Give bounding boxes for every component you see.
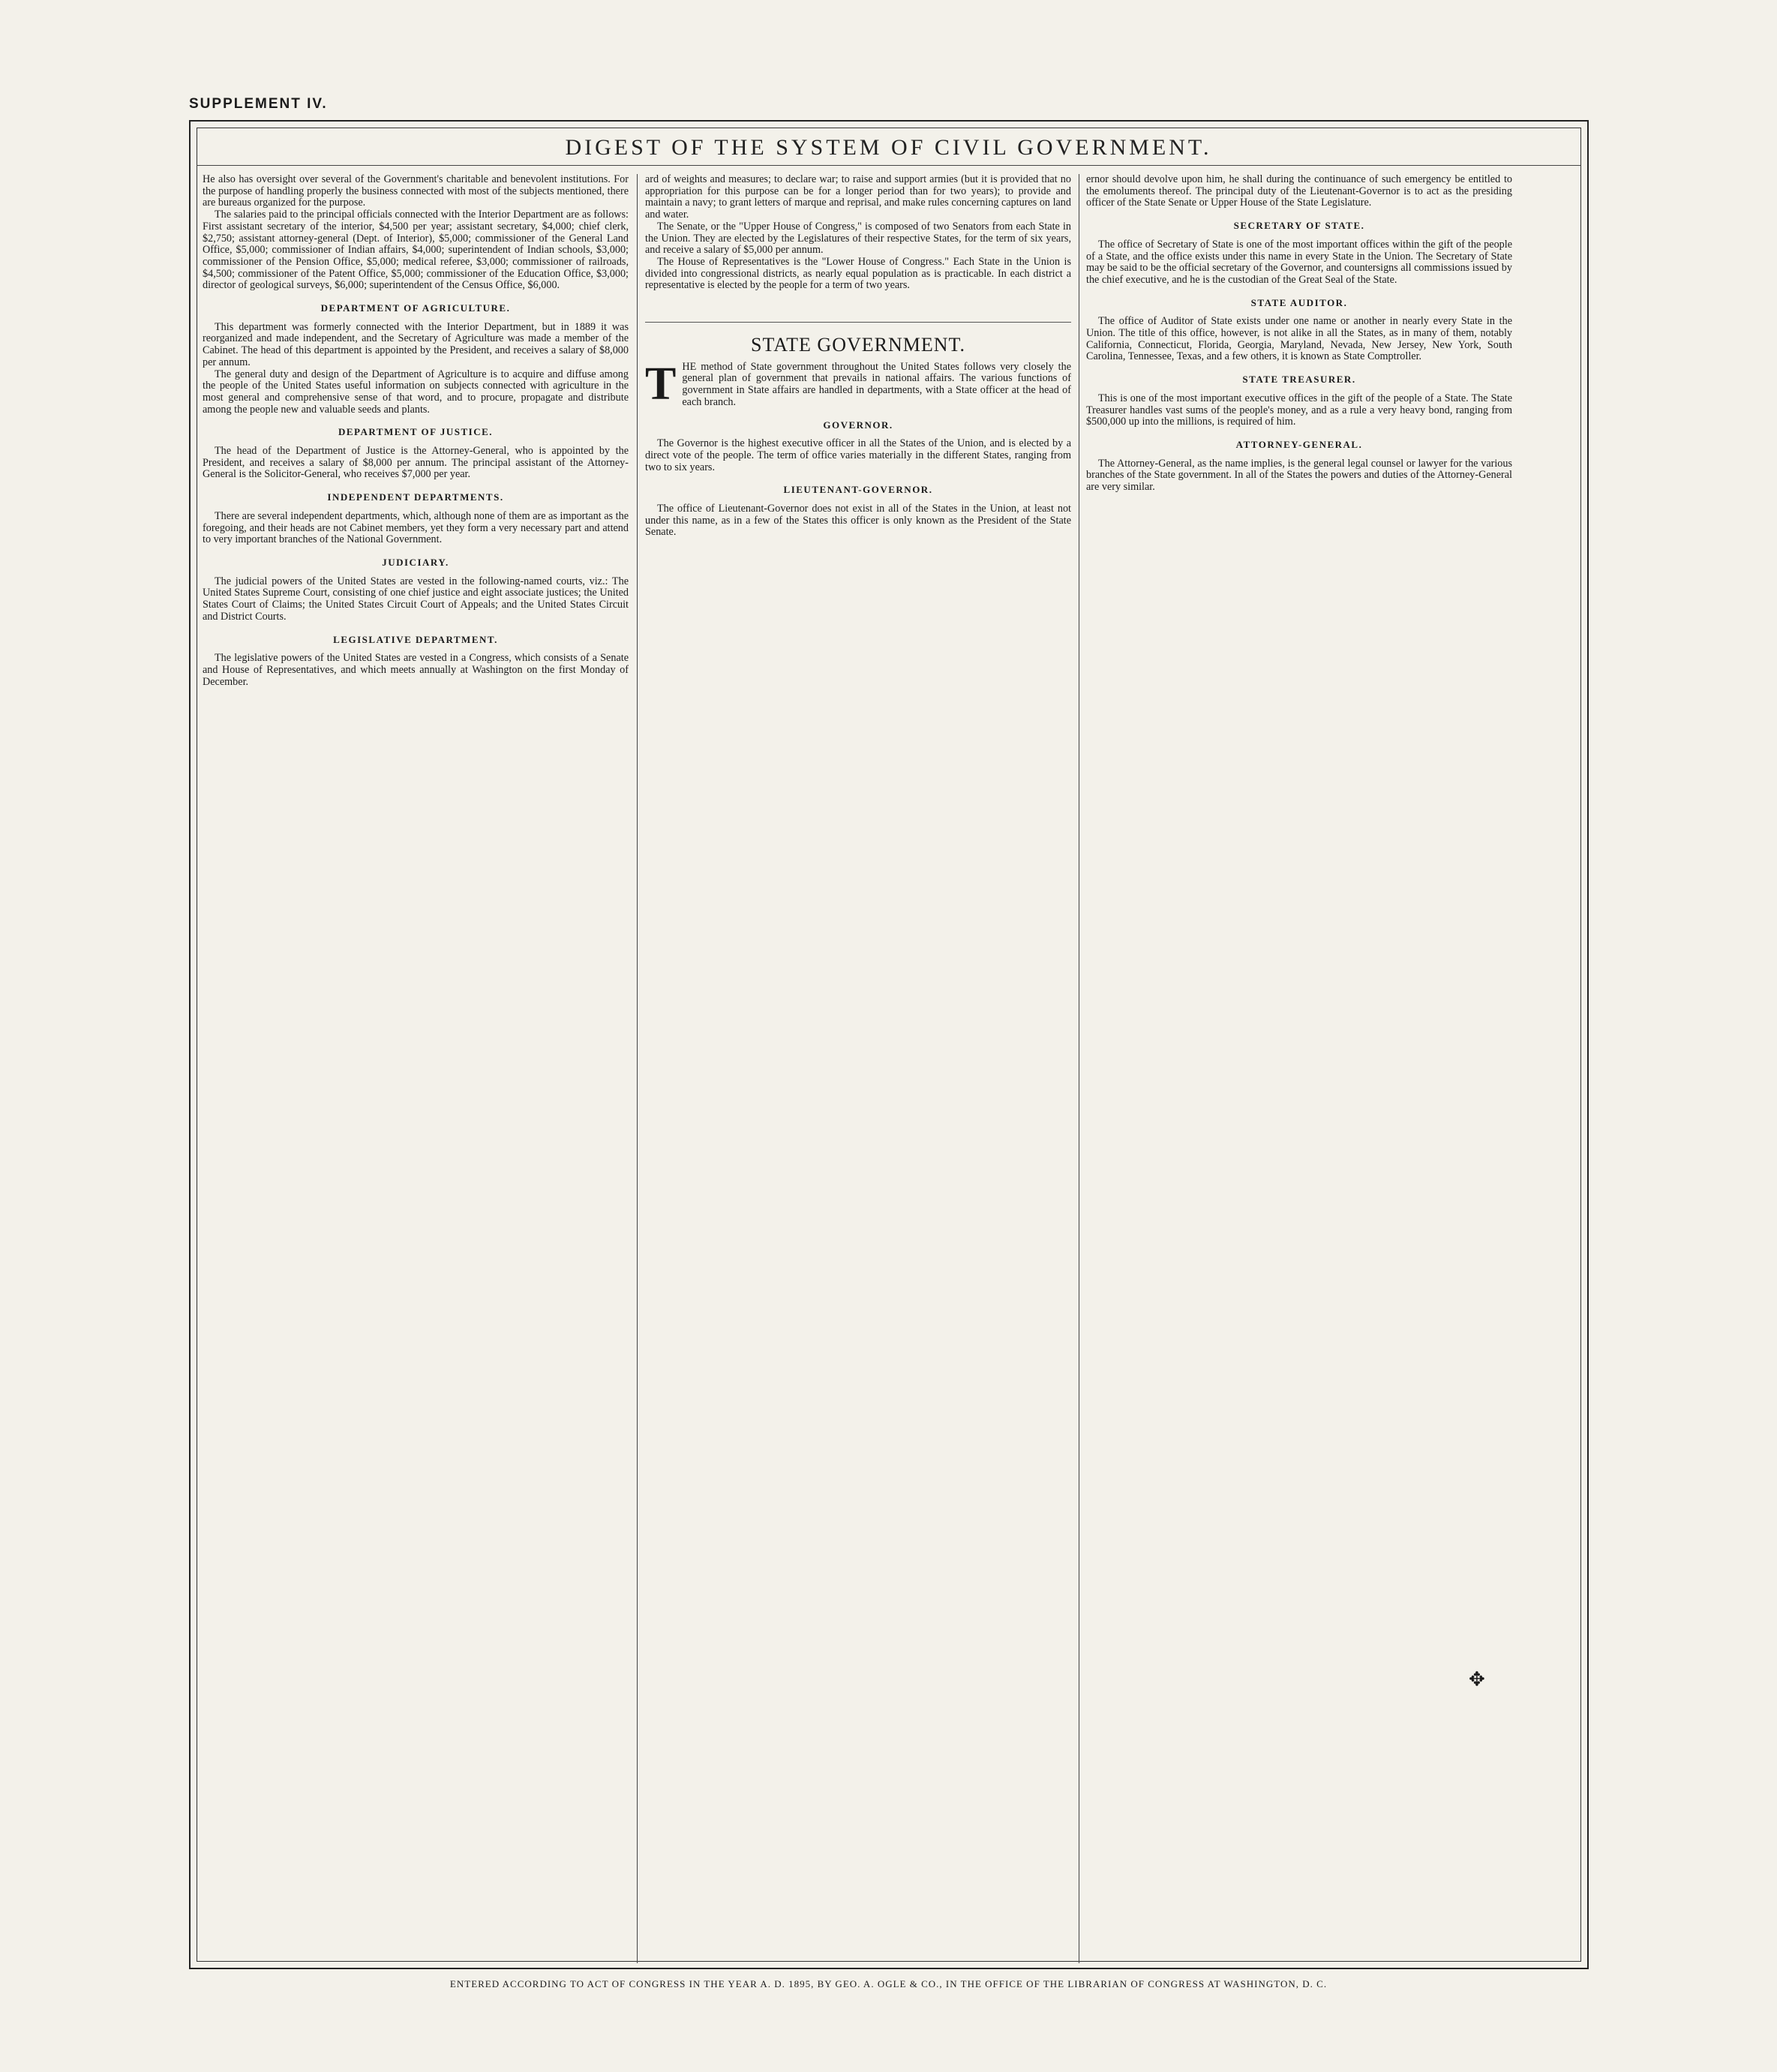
paragraph: The general duty and design of the Department of Agriculture is to acquire and diffuse among the people of the United States useful information on subjects connected with agriculture in the most general and comprehensive sense of that word, and to procure, propagate and distribute among the people new and valuable seeds and plants.: [203, 368, 629, 416]
paragraph: The judicial powers of the United States are vested in the following-named courts, viz.: The United States Supreme Court, consisting of one chief justice and eight associate justices; the United States Court of Claims; the United States Circuit Court of Appeals; and the United States Circuit and District Courts.: [203, 575, 629, 623]
paragraph: The Governor is the highest executive officer in all the States of the Union, and is elected by a direct vote of the people. The term of office varies materially in the different States, ranging from two to six years.: [645, 437, 1071, 473]
paragraph: The head of the Department of Justice is the Attorney-General, who is appointed by the President, and receives a salary of $8,000 per annum. The principal assistant of the Attorney-General is the Solicitor-General, who receives $7,000 per year.: [203, 445, 629, 481]
paragraph: ernor should devolve upon him, he shall during the continuance of such emergency be entitled to the emoluments thereof. The principal duty of the Lieutenant-Governor is to act as the presiding officer of the State Senate or Upper House of the State Legislature.: [1086, 174, 1512, 209]
section-heading: STATE AUDITOR.: [1250, 296, 1348, 308]
section-heading: DEPARTMENT OF JUSTICE.: [338, 426, 494, 438]
paragraph: This is one of the most important executive offices in the gift of the people of a State. The State Treasurer handles vast sums of the people's money, and as a rule a very heavy bond, ranging from $500,000 up into the millions, is required of him.: [1086, 392, 1512, 428]
section-heading: DEPARTMENT OF AGRICULTURE.: [320, 302, 511, 314]
paragraph: The salaries paid to the principal officials connected with the Interior Department are as follows: First assistant secretary of the interior, $4,500 per year; assistant secretary, $4,000; chief clerk, $2,750; assistant attorney-general (Dept. of Interior), $5,000; commissioner of the General Land Office, $5,000; commissioner of Indian affairs, $4,000; superintendent of Indian schools, $3,000; commissioner of the Pension Office, $5,000; medical referee, $3,000; commissioner of railroads, $4,500; commissioner of the Patent Office, $5,000; commissioner of the Education Office, $3,000; director of geological surveys, $6,000; superintendent of the Census Office, $6,000.: [203, 209, 629, 292]
paragraph: The House of Representatives is the "Lower House of Congress." Each State in the Union is divided into congressional districts, as nearly equal population as is practicable. In each district a representative is elected by the people for a term of two years.: [645, 255, 1071, 292]
section-heading: SECRETARY OF STATE.: [1233, 220, 1365, 232]
column-3: [1086, 174, 1512, 1959]
paragraph: The office of Auditor of State exists under one name or another in nearly every State in the Union. The title of this office, however, is not alike in all the States, as in many of them, notably California, Connecticut, Florida, Georgia, Maryland, Nevada, New Jersey, New York, South Carolina, Tennessee, Texas, and a few others, it is known as State Comptroller.: [1086, 315, 1512, 363]
paragraph: The office of Lieutenant-Governor does not exist in all of the States in the Union, at least not under this name, as in a few of the States this officer is only known as the President of the State Senate.: [645, 503, 1071, 539]
paragraph-text: HE method of State government throughout the United States follows very closely the general plan of government that prevails in national affairs. The various functions of government in State affairs are handled in departments, with a State officer at the head of each branch.: [682, 360, 1071, 408]
printer-mark-icon: ✥: [1469, 1668, 1485, 1690]
section-heading: GOVERNOR.: [823, 419, 893, 431]
paragraph: The legislative powers of the United States are vested in a Congress, which consists of a Senate and House of Representatives, and which meets annually at Washington on the first Monday of December.: [203, 652, 629, 688]
paragraph: [645, 358, 1071, 410]
paragraph: The office of Secretary of State is one of the most important offices within the gift of the people of a State, and the office exists under this name in every State in the Union. The Secretary of State may be said to be the official secretary of the Governor, and countersigns all commissions issued by the chief executive, and he is the custodian of the Great Seal of the State.: [1086, 238, 1512, 286]
supplement-label: SUPPLEMENT IV.: [189, 96, 328, 112]
section-heading: JUDICIARY.: [382, 556, 449, 568]
paragraph: There are several independent departments, which, although none of them are as important as the foregoing, and their heads are not Cabinet members, yet they form a very necessary part and attend to very important branches of the National Government.: [203, 509, 629, 546]
section-heading: LIEUTENANT-GOVERNOR.: [783, 484, 933, 496]
section-heading: LEGISLATIVE DEPARTMENT.: [333, 633, 498, 645]
column-divider: [637, 174, 638, 1963]
section-heading: ATTORNEY-GENERAL.: [1235, 438, 1363, 450]
state-government-heading: STATE GOVERNMENT.: [645, 322, 1071, 351]
drop-cap: T: [645, 358, 677, 410]
paragraph: This department was formerly connected with the Interior Department, but in 1889 it was reorganized and made independent, and the Secretary of Agriculture was made a member of the Cabinet. The head of this department is appointed by the President, and receives a salary of $8,000 per annum.: [203, 320, 629, 368]
title-rule: [197, 165, 1580, 166]
section-heading: STATE TREASURER.: [1242, 374, 1356, 386]
section-heading: INDEPENDENT DEPARTMENTS.: [327, 491, 504, 503]
paragraph: The Senate, or the "Upper House of Congress," is composed of two Senators from each State in the Union. They are elected by the Legislatures of their respective States, for the term of six years, and receive a salary of $5,000 per annum.: [645, 220, 1071, 257]
copyright-footer: ENTERED ACCORDING TO ACT OF CONGRESS IN THE YEAR A. D. 1895, BY GEO. A. OGLE & CO., IN THE OFFICE OF THE LIBRARIAN OF CONGRESS AT WASHINGTON, D. C.: [449, 1978, 1328, 1989]
column-2: [645, 174, 1071, 1959]
page-title: DIGEST OF THE SYSTEM OF CIVIL GOVERNMENT.: [565, 135, 1212, 160]
paragraph: ard of weights and measures; to declare war; to raise and support armies (but it is provided that no appropriation for this purpose can be for a longer period than for two years); to provide and maintain a navy; to grant letters of marque and reprisal, and make rules concerning captures on land and water.: [645, 174, 1071, 221]
paragraph: He also has oversight over several of the Government's charitable and benevolent institutions. For the purpose of handling properly the business connected with most of the subjects mentioned, there are bureaus organized for the purpose.: [203, 174, 629, 209]
column-1: [203, 174, 629, 1959]
paragraph: The Attorney-General, as the name implies, is the general legal counsel or lawyer for the various branches of the State government. In all of the States the powers and duties of the Attorney-General are very similar.: [1086, 457, 1512, 494]
